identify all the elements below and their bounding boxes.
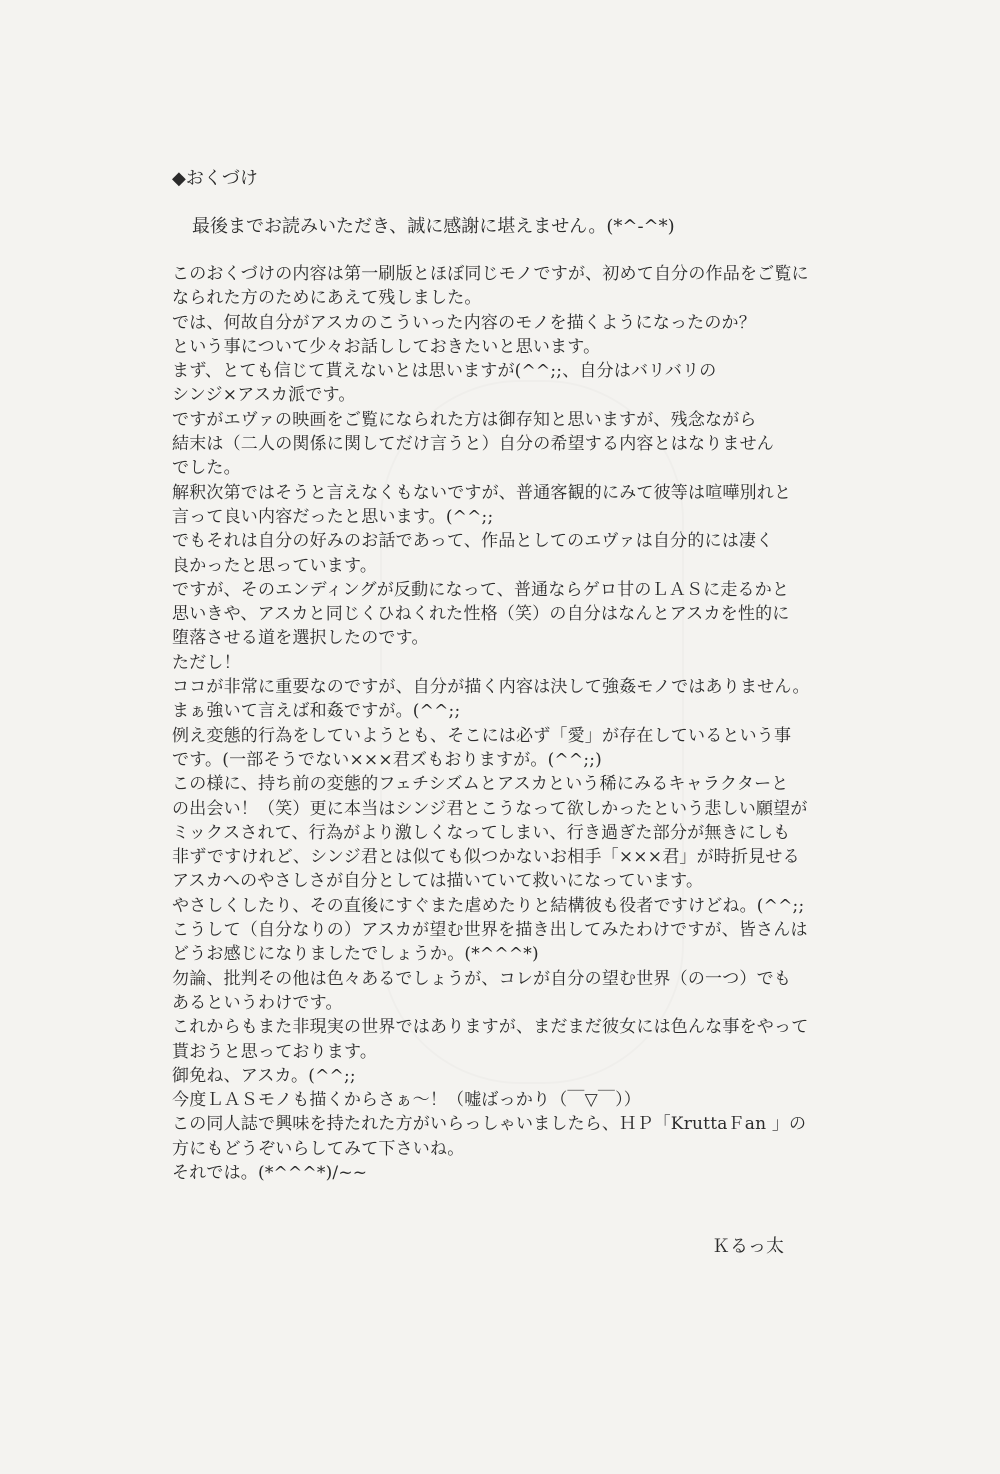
body-line: この同人誌で興味を持たれた方がいらっしゃいましたら、ＨＰ「KruttaＦan 」の: [172, 1114, 807, 1135]
body-line: では、何故自分がアスカのこういった内容のモノを描くようになったのか？: [172, 312, 756, 333]
body-line: 言って良い内容だったと思います。(^^;;: [172, 506, 494, 527]
body-line: 非ずですけれど、シンジ君とは似ても似つかないお相手「×××君」が時折見せる: [172, 847, 800, 868]
body-line: 堕落させる道を選択したのです。: [172, 628, 429, 649]
body-line: ただし！: [172, 652, 241, 673]
author-signature: Ｋるっ太: [712, 1236, 784, 1257]
body-line: こうして（自分なりの）アスカが望む世界を描き出してみたわけですが、皆さんは: [172, 920, 808, 941]
body-line: という事について少々お話ししておきたいと思います。: [172, 336, 601, 357]
afterword-body: [172, 262, 852, 1185]
body-line: どうお感じになりましたでしょうか。(*^^^*): [172, 944, 539, 965]
body-line: 今度ＬＡＳモノも描くからさぁ～！（嘘ばっかり（￣▽￣））: [172, 1090, 642, 1111]
afterword-heading: ◆おくづけ: [172, 168, 258, 189]
body-line: でもそれは自分の好みのお話であって、作品としてのエヴァは自分的には凄く: [172, 531, 774, 552]
body-line: 勿論、批判その他は色々あるでしょうが、コレが自分の望む世界（の一つ）でも: [172, 968, 792, 989]
body-line: 思いきや、アスカと同じくひねくれた性格（笑）の自分はなんとアスカを性的に: [172, 604, 790, 625]
body-line: 解釈次第ではそうと言えなくもないですが、普通客観的にみて彼等は喧嘩別れと: [172, 482, 792, 503]
body-line: 例え変態的行為をしていようとも、そこには必ず「愛」が存在しているという事: [172, 725, 792, 746]
body-line: アスカへのやさしさが自分としては描いていて救いになっています。: [172, 871, 704, 892]
body-line: あるというわけです。: [172, 992, 343, 1013]
body-line: それでは。(*^^^*)/~~: [172, 1162, 368, 1183]
body-line: ですがエヴァの映画をご覧になられた方は御存知と思いますが、残念ながら: [172, 409, 757, 430]
body-line: ですが、そのエンディングが反動になって、普通ならゲロ甘のＬＡＳに走るかと: [172, 579, 790, 600]
body-line: 貰おうと思っております。: [172, 1041, 378, 1062]
body-line: この様に、持ち前の変態的フェチシズムとアスカという稀にみるキャラクターと: [172, 774, 789, 795]
afterword-intro: 最後までお読みいただき、誠に感謝に堪えません。(*^-^*): [192, 216, 675, 237]
body-line: 御免ね、アスカ。(^^;;: [172, 1065, 356, 1086]
body-line: シンジ×アスカ派です。: [172, 385, 356, 406]
body-line: 方にもどうぞいらしてみて下さいね。: [172, 1138, 465, 1159]
body-line: まず、とても信じて貰えないとは思いますが(^^;;、自分はバリバリの: [172, 361, 717, 382]
body-line: このおくづけの内容は第一刷版とほぼ同じモノですが、初めて自分の作品をご覧に: [172, 264, 809, 284]
body-line: でした。: [172, 458, 241, 479]
body-line: なられた方のためにあえて残しました。: [172, 288, 482, 309]
body-line: です。(一部そうでない×××君ズもおりますが。(^^;;): [172, 749, 603, 770]
body-line: ココが非常に重要なのですが、自分が描く内容は決して強姦モノではありません。: [172, 677, 810, 698]
body-line: これからもまた非現実の世界ではありますが、まだまだ彼女には色んな事をやって: [172, 1017, 809, 1038]
body-line: やさしくしたり、その直後にすぐまた虐めたりと結構彼も役者ですけどね。(^^;;: [172, 895, 805, 916]
body-line: 結末は（二人の関係に関してだけ言うと）自分の希望する内容とはなりません: [172, 434, 774, 455]
body-line: 良かったと思っています。: [172, 555, 378, 576]
body-line: ミックスされて、行為がより激しくなってしまい、行き過ぎた部分が無きにしも: [172, 822, 791, 843]
body-line: まぁ強いて言えば和姦ですが。(^^;;: [172, 701, 461, 722]
body-line: の出会い！（笑）更に本当はシンジ君とこうなって欲しかったという悲しい願望が: [172, 798, 808, 819]
